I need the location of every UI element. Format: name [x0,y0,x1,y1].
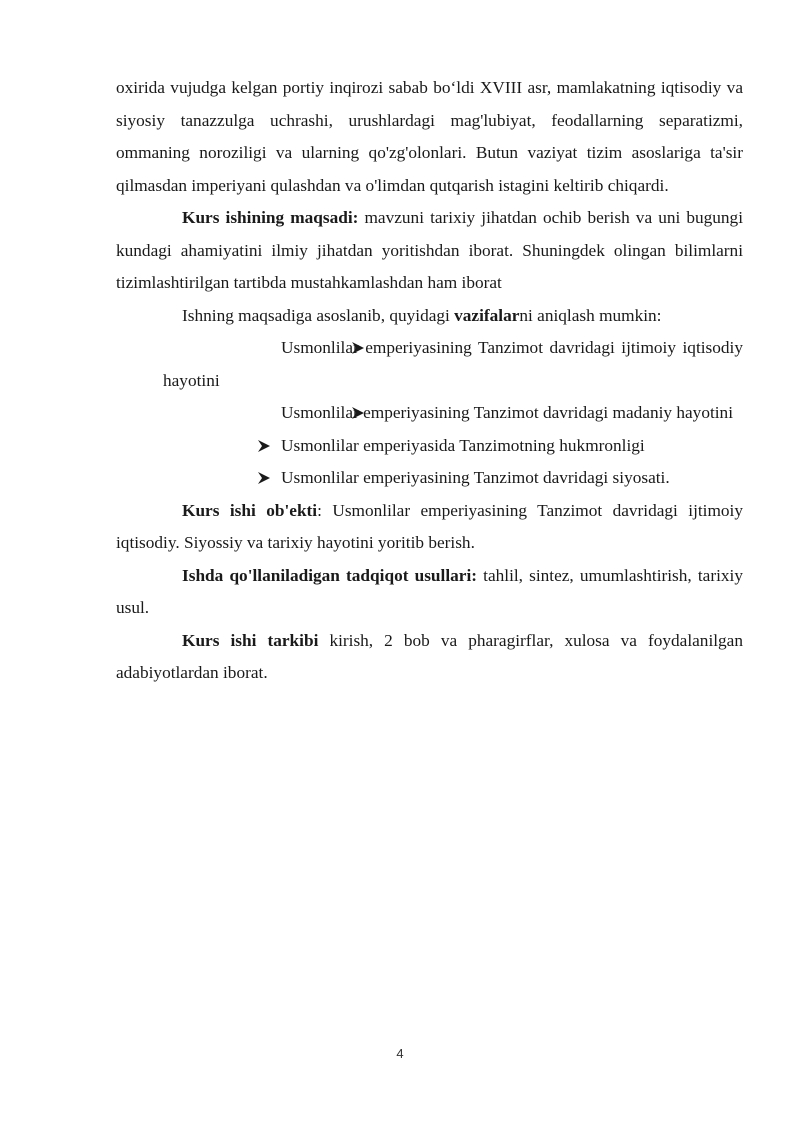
arrow-bullet-icon [257,462,277,495]
methods-label: Ishda qo'llaniladigan tadqiqot usullari: [182,565,478,585]
list-item [257,430,743,463]
methods-text: tahlil, sintez, umumlashtirish, tarixiy usul. [116,565,743,617]
object-label: Kurs ishi ob'ekti [182,500,318,520]
methods-paragraph [116,560,743,625]
page-number: 4 [396,1046,404,1061]
goal-paragraph [116,202,743,300]
list-item-text: Usmonlilar emperiyasining Tanzimot davridagi siyosati. [281,468,670,487]
structure-label: Kurs ishi tarkibi [182,630,319,650]
object-text: : Usmonlilar emperiyasining Tanzimot davridagi ijtimoiy iqtisodiy. Siyossiy va tarixiy hayotini yoritib berish. [116,500,743,552]
list-item [163,397,743,430]
list-item-text: Usmonlilar emperiyasining Tanzimot davridagi ijtimoiy iqtisodiy hayotini [163,338,743,390]
arrow-bullet-icon [257,332,277,365]
tasks-intro-tail: ni aniqlash mumkin: [519,305,662,325]
list-item-text: Usmonlilar emperiyasining Tanzimot davridagi madaniy hayotini [281,403,734,422]
structure-text: kirish, 2 bob va pharagirflar, xulosa va foydalanilgan adabiyotlardan iborat. [116,630,743,682]
structure-paragraph [116,625,743,690]
goal-label: Kurs ishining maqsadi: [182,208,359,227]
arrow-bullet-icon [257,430,277,463]
list-item [163,332,743,397]
intro-paragraph: oxirida vujudga kelgan portiy inqirozi sabab bo‘ldi XVIII asr, mamlakatning iqtisodiy va siyosiy tanazzulga uchrashi, urushlardagi mag'lubiyat, feodallarning separatizmi, ommaning noroziligi va ularning qo'zg'olonlari. Butun vaziyat tizim asoslariga ta'sir qilmasdan imperiyani qulashdan va o'limdan qutqarish istagini keltirib chiqardi. [116,78,743,195]
page-content [116,72,743,690]
tasks-intro-text: Ishning maqsadiga asoslanib, quyidagi [182,305,455,325]
goal-text: mavzuni tarixiy jihatdan ochib berish va uni bugungi kundagi ahamiyatini ilmiy jihatdan yoritishdan iborat. Shuningdek olingan bilimlarni tizimlashtirilgan tartibda mustahkamlashdan ham iborat [116,208,744,292]
list-item [257,462,743,495]
object-paragraph [116,495,743,560]
list-item-text: Usmonlilar emperiyasida Tanzimotning hukmronligi [281,435,645,455]
tasks-intro-paragraph [116,300,743,333]
arrow-bullet-icon [257,397,277,430]
tasks-intro-bold: vazifalar [454,305,520,325]
